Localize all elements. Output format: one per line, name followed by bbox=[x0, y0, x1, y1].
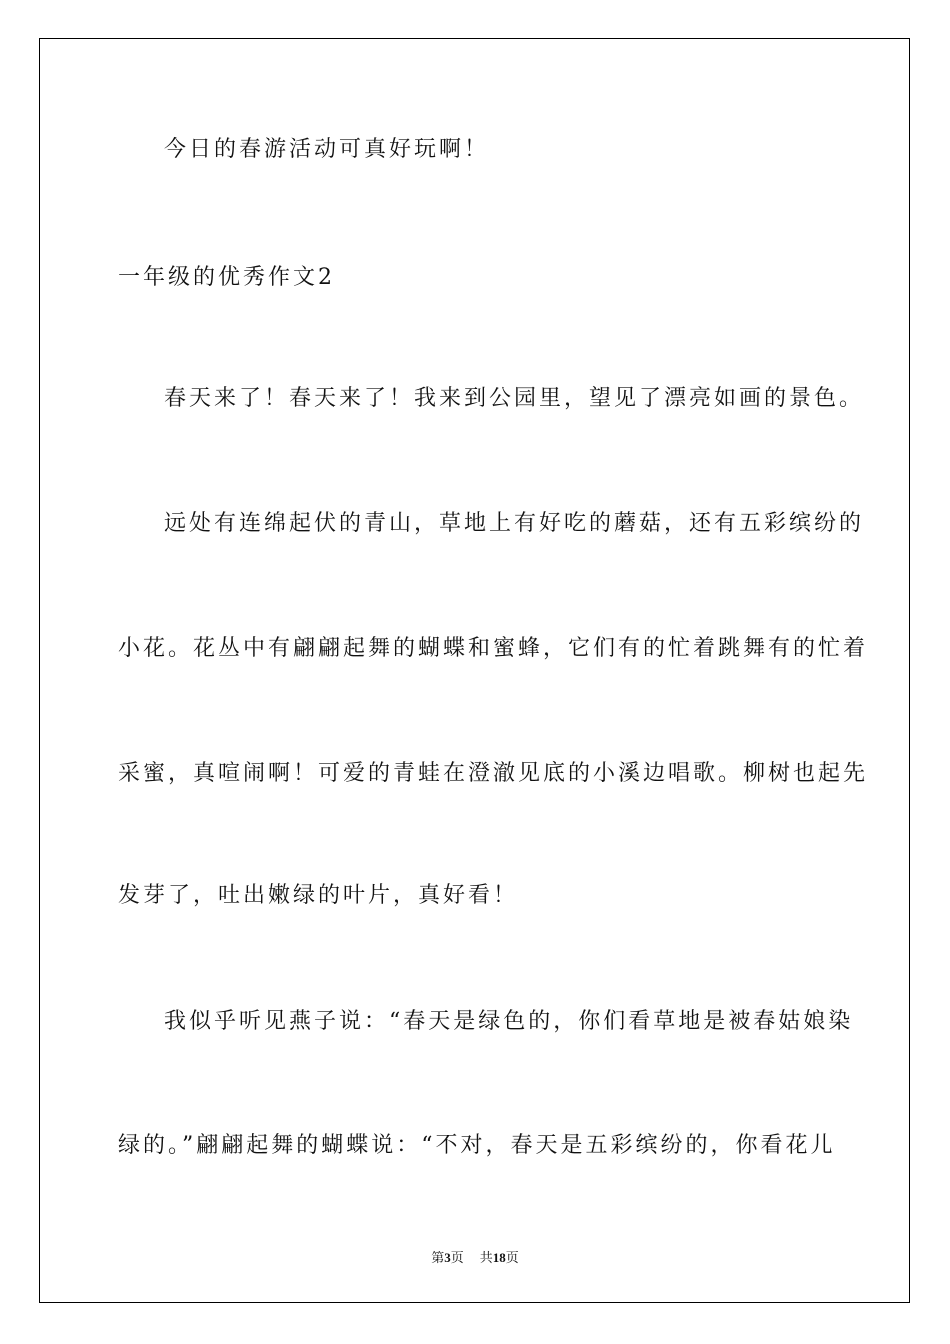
footer-page-number: 3 bbox=[444, 1250, 451, 1265]
footer-total-suffix: 页 bbox=[505, 1250, 519, 1265]
paragraph-line: 我似乎听见燕子说：“春天是绿色的，你们看草地是被春姑娘染 bbox=[164, 1009, 854, 1034]
essay-heading: 一年级的优秀作文2 bbox=[118, 265, 335, 290]
page-footer bbox=[0, 1247, 950, 1266]
paragraph-line: 远处有连绵起伏的青山，草地上有好吃的蘑菇，还有五彩缤纷的 bbox=[164, 511, 865, 536]
footer-total-prefix: 共 bbox=[479, 1250, 493, 1265]
paragraph-line: 今日的春游活动可真好玩啊！ bbox=[164, 137, 490, 162]
paragraph-line: 春天来了！春天来了！我来到公园里，望见了漂亮如画的景色。 bbox=[164, 386, 865, 411]
footer-total-pages: 18 bbox=[492, 1250, 506, 1265]
page-border bbox=[39, 38, 910, 1303]
paragraph-line: 采蜜，真喧闹啊！可爱的青蛙在澄澈见底的小溪边唱歌。柳树也起先 bbox=[118, 761, 869, 786]
footer-page-prefix: 第 bbox=[431, 1250, 445, 1265]
paragraph-line: 发芽了，吐出嫩绿的叶片，真好看！ bbox=[118, 883, 519, 908]
paragraph-line: 小花。花丛中有翩翩起舞的蝴蝶和蜜蜂，它们有的忙着跳舞有的忙着 bbox=[118, 636, 869, 661]
paragraph-line: 绿的。”翩翩起舞的蝴蝶说：“不对，春天是五彩缤纷的，你看花儿 bbox=[118, 1133, 836, 1158]
footer-page-suffix: 页 bbox=[450, 1250, 464, 1265]
